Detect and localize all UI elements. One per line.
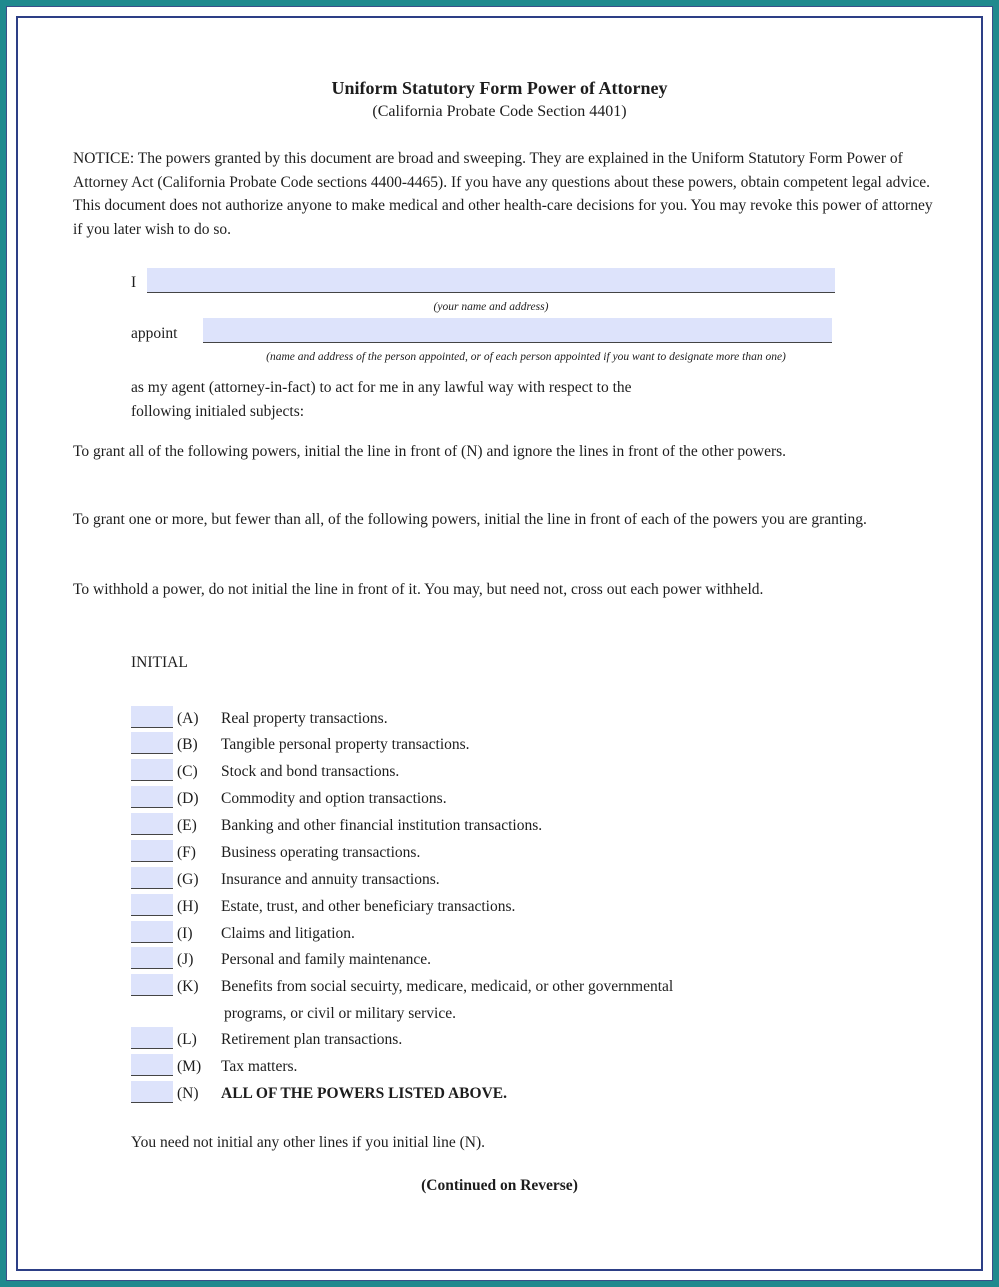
power-text: Insurance and annuity transactions.: [221, 871, 440, 888]
power-text: Commodity and option transactions.: [221, 790, 447, 807]
power-letter: (E): [177, 817, 197, 834]
initial-field-f[interactable]: [131, 840, 173, 862]
power-letter: (B): [177, 736, 198, 753]
agent-text-line1: as my agent (attorney-in-fact) to act for me in any lawful way with respect to the: [131, 379, 632, 396]
power-text-k-continued: programs, or civil or military service.: [224, 1005, 457, 1022]
footer-note: You need not initial any other lines if you initial line (N).: [131, 1134, 486, 1151]
agent-name-field[interactable]: [203, 318, 832, 343]
power-text: Claims and litigation.: [221, 925, 355, 942]
initial-field-m[interactable]: [131, 1054, 173, 1076]
initial-field-d[interactable]: [131, 786, 173, 808]
power-row-l: [131, 1024, 402, 1049]
power-letter: (N): [177, 1085, 199, 1102]
initial-field-a[interactable]: [131, 706, 173, 728]
power-letter: (M): [177, 1058, 202, 1075]
power-text: Estate, trust, and other beneficiary transactions.: [221, 898, 516, 915]
power-row-h: [131, 891, 515, 916]
initial-field-c[interactable]: [131, 759, 173, 781]
power-text: Retirement plan transactions.: [221, 1031, 403, 1048]
power-letter: (K): [177, 978, 199, 995]
initial-field-i[interactable]: [131, 921, 173, 943]
initial-field-h[interactable]: [131, 894, 173, 916]
power-text: Benefits from social secuirty, medicare, medicaid, or other governmental: [221, 978, 674, 995]
notice-paragraph: NOTICE: The powers granted by this document are broad and sweeping. They are explained in the Uniform Statutory Form Power of Attorney Act (California Probate Code sections 4400-4465). If you have any questions about these powers, obtain competent legal advice. This document does not authorize anyone to make medical and other health-care decisions for you. You may revoke this power of attorney if you later wish to do so.: [73, 150, 933, 238]
document-subtitle: (California Probate Code Section 4401): [372, 103, 627, 120]
power-row-j: [131, 944, 431, 969]
instruction-grant-some: To grant one or more, but fewer than all, of the following powers, initial the line in front of each of the powers you are granting.: [73, 511, 867, 528]
power-row-f: [131, 837, 420, 862]
agent-caption: (name and address of the person appointed, or of each person appointed if you want to designate more than one): [266, 351, 786, 363]
power-row-i: [131, 918, 355, 943]
power-text: Tax matters.: [221, 1058, 298, 1075]
instruction-grant-all: To grant all of the following powers, initial the line in front of (N) and ignore the lines in front of the other powers.: [73, 443, 787, 460]
power-row-g: [131, 864, 440, 889]
power-letter: (I): [177, 925, 193, 942]
power-letter: (J): [177, 951, 194, 968]
power-letter: (H): [177, 898, 199, 915]
power-text: Real property transactions.: [221, 710, 388, 727]
power-row-d: [131, 783, 447, 808]
power-row-e: [131, 810, 542, 835]
power-letter: (G): [177, 871, 199, 888]
power-row-a: [131, 703, 388, 728]
power-row-b: [131, 729, 470, 754]
principal-name-field[interactable]: [147, 268, 835, 293]
initial-field-b[interactable]: [131, 732, 173, 754]
power-row-c: [131, 756, 399, 781]
power-text: Banking and other financial institution transactions.: [221, 817, 543, 834]
initial-field-g[interactable]: [131, 867, 173, 889]
power-letter: (A): [177, 710, 199, 727]
agent-text-line2: following initialed subjects:: [131, 403, 305, 420]
power-text: Personal and family maintenance.: [221, 951, 432, 968]
document-title: Uniform Statutory Form Power of Attorney: [331, 78, 668, 98]
power-letter: (C): [177, 763, 198, 780]
initial-field-j[interactable]: [131, 947, 173, 969]
instruction-withhold: To withhold a power, do not initial the line in front of it. You may, but need not, cross out each power withheld.: [73, 581, 764, 598]
power-text: Stock and bond transactions.: [221, 763, 400, 780]
initial-field-n[interactable]: [131, 1081, 173, 1103]
power-letter: (L): [177, 1031, 197, 1048]
principal-label: I: [131, 274, 137, 291]
power-text: Tangible personal property transactions.: [221, 736, 470, 753]
initial-field-l[interactable]: [131, 1027, 173, 1049]
appoint-label: appoint: [131, 325, 178, 342]
power-text: ALL OF THE POWERS LISTED ABOVE.: [221, 1085, 507, 1102]
continued-note: (Continued on Reverse): [421, 1177, 578, 1194]
power-letter: (D): [177, 790, 199, 807]
power-row-m: [131, 1051, 297, 1076]
initial-field-e[interactable]: [131, 813, 173, 835]
power-letter: (F): [177, 844, 196, 861]
initial-field-k[interactable]: [131, 974, 173, 996]
power-row-n: [131, 1078, 507, 1103]
power-text: Business operating transactions.: [221, 844, 421, 861]
initial-heading: INITIAL: [131, 654, 188, 671]
power-row-k: [131, 971, 673, 996]
principal-caption: (your name and address): [433, 301, 549, 313]
